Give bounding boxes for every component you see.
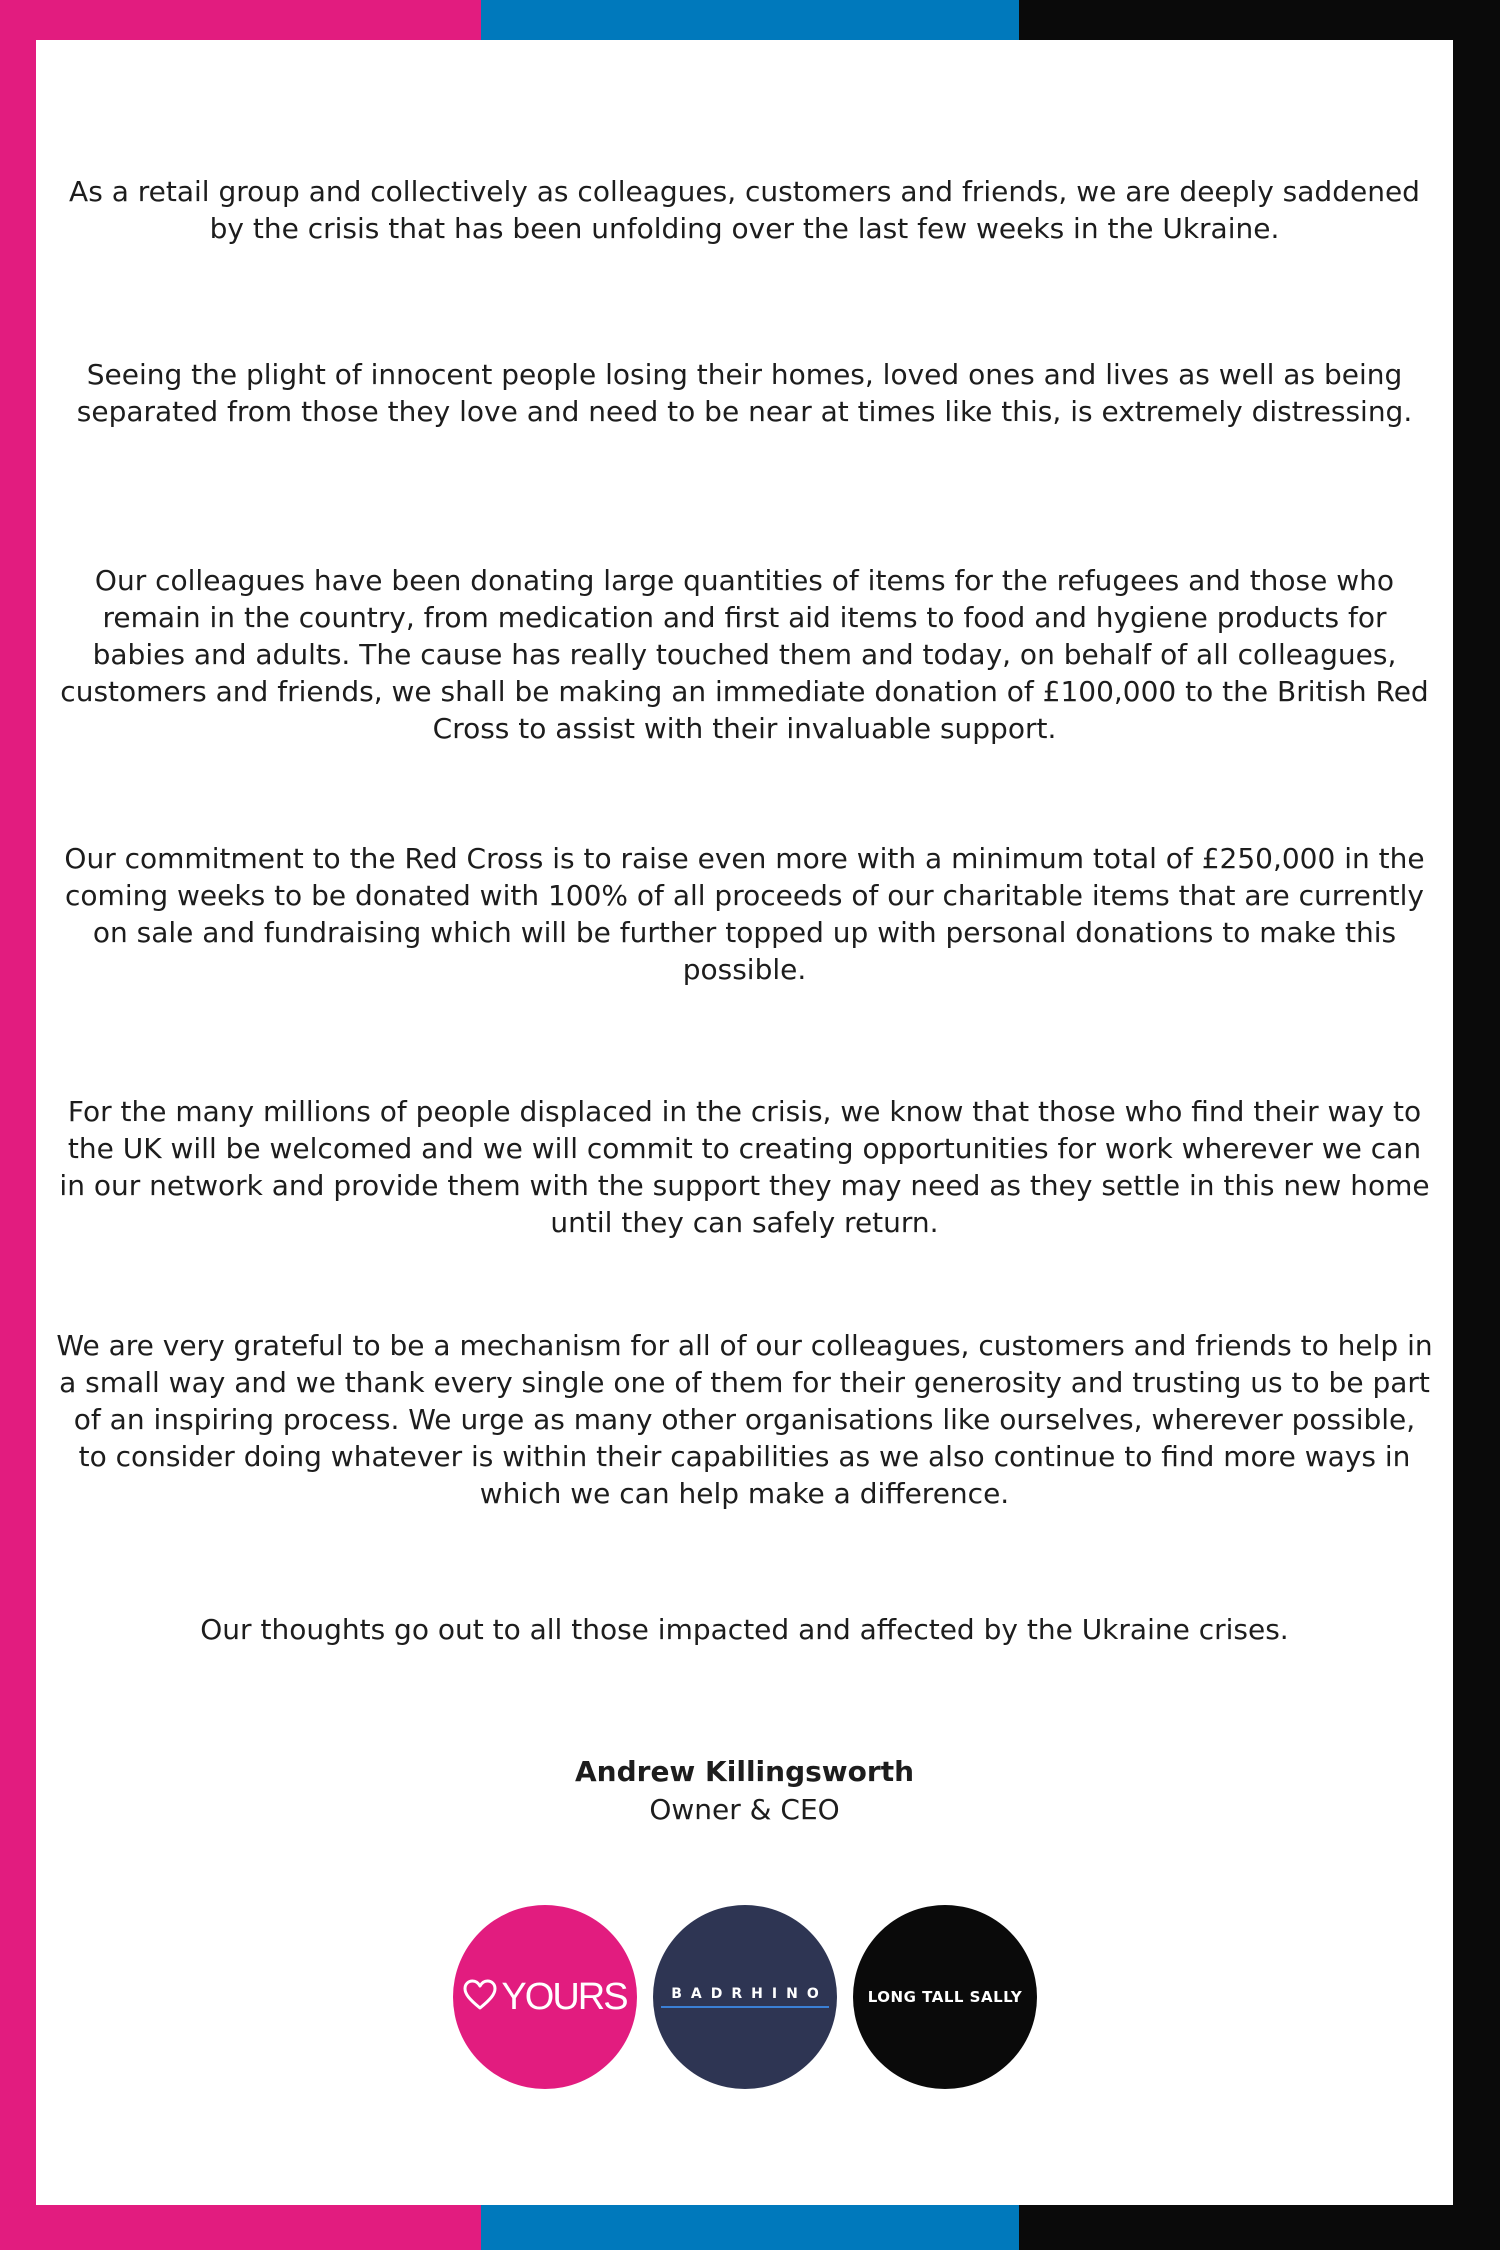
badrhino-logo-text: BADRHINO	[671, 1986, 828, 2002]
yours-logo	[453, 1905, 637, 2089]
frame-top-blue-band	[481, 0, 1019, 40]
letter-paragraph-7: Our thoughts go out to all those impacted and affected by the Ukraine crises.	[200, 1613, 1289, 1646]
frame-bottom-blue-band	[481, 2205, 1019, 2250]
letter-panel	[36, 40, 1453, 2205]
letter-paragraph-5: For the many millions of people displaced in the crisis, we know that those who find their way to the UK will be welcomed and we will commit to creating opportunities for work wherever we can in our network and provide them with the support they may need as they settle in this new home until they can safely return.	[59, 1095, 1430, 1239]
letter-paragraph-1: As a retail group and collectively as colleagues, customers and friends, we are deeply saddened by the crisis that has been unfolding over the last few weeks in the Ukraine.	[69, 175, 1420, 245]
frame-left-band	[0, 0, 36, 2250]
yours-logo-text: YOURS	[501, 1975, 627, 2018]
badrhino-logo-underline	[661, 2006, 829, 2008]
signature-name: Andrew Killingsworth	[574, 1755, 915, 1788]
frame-bottom-pink-band	[0, 2205, 481, 2250]
frame-top-black-band	[1019, 0, 1500, 40]
frame-bottom-black-band	[1019, 2205, 1500, 2250]
letter-paragraph-2: Seeing the plight of innocent people losing their homes, loved ones and lives as well as being separated from those they love and need to be near at times like this, is extremely distressing.	[76, 358, 1413, 428]
letter-paragraph-4: Our commitment to the Red Cross is to raise even more with a minimum total of £250,000 in the coming weeks to be donated with 100% of all proceeds of our charitable items that are currently on sale and fundraising which will be further topped up with personal donations to make this possible.	[64, 842, 1425, 986]
letter-paragraph-6: We are very grateful to be a mechanism for all of our colleagues, customers and friends to help in a small way and we thank every single one of them for their generosity and trusting us to be part of an inspiring process. We urge as many other organisations like ourselves, wherever possible, to consider doing whatever is within their capabilities as we also continue to find more ways in which we can help make a difference.	[56, 1329, 1433, 1510]
signature-title: Owner & CEO	[649, 1793, 840, 1826]
long-tall-sally-logo-text: LONG TALL SALLY	[867, 1988, 1023, 2006]
heart-outline-icon	[463, 1979, 497, 2015]
badrhino-logo	[653, 1905, 837, 2089]
long-tall-sally-logo	[853, 1905, 1037, 2089]
frame-top-pink-band	[0, 0, 481, 40]
letter-paragraph-3: Our colleagues have been donating large quantities of items for the refugees and those who remain in the country, from medication and first aid items to food and hygiene products for babies and adults. The cause has really touched them and today, on behalf of all colleagues, customers and friends, we shall be making an immediate donation of £100,000 to the British Red Cross to assist with their invaluable support.	[60, 564, 1429, 745]
frame-right-band	[1453, 0, 1500, 2250]
